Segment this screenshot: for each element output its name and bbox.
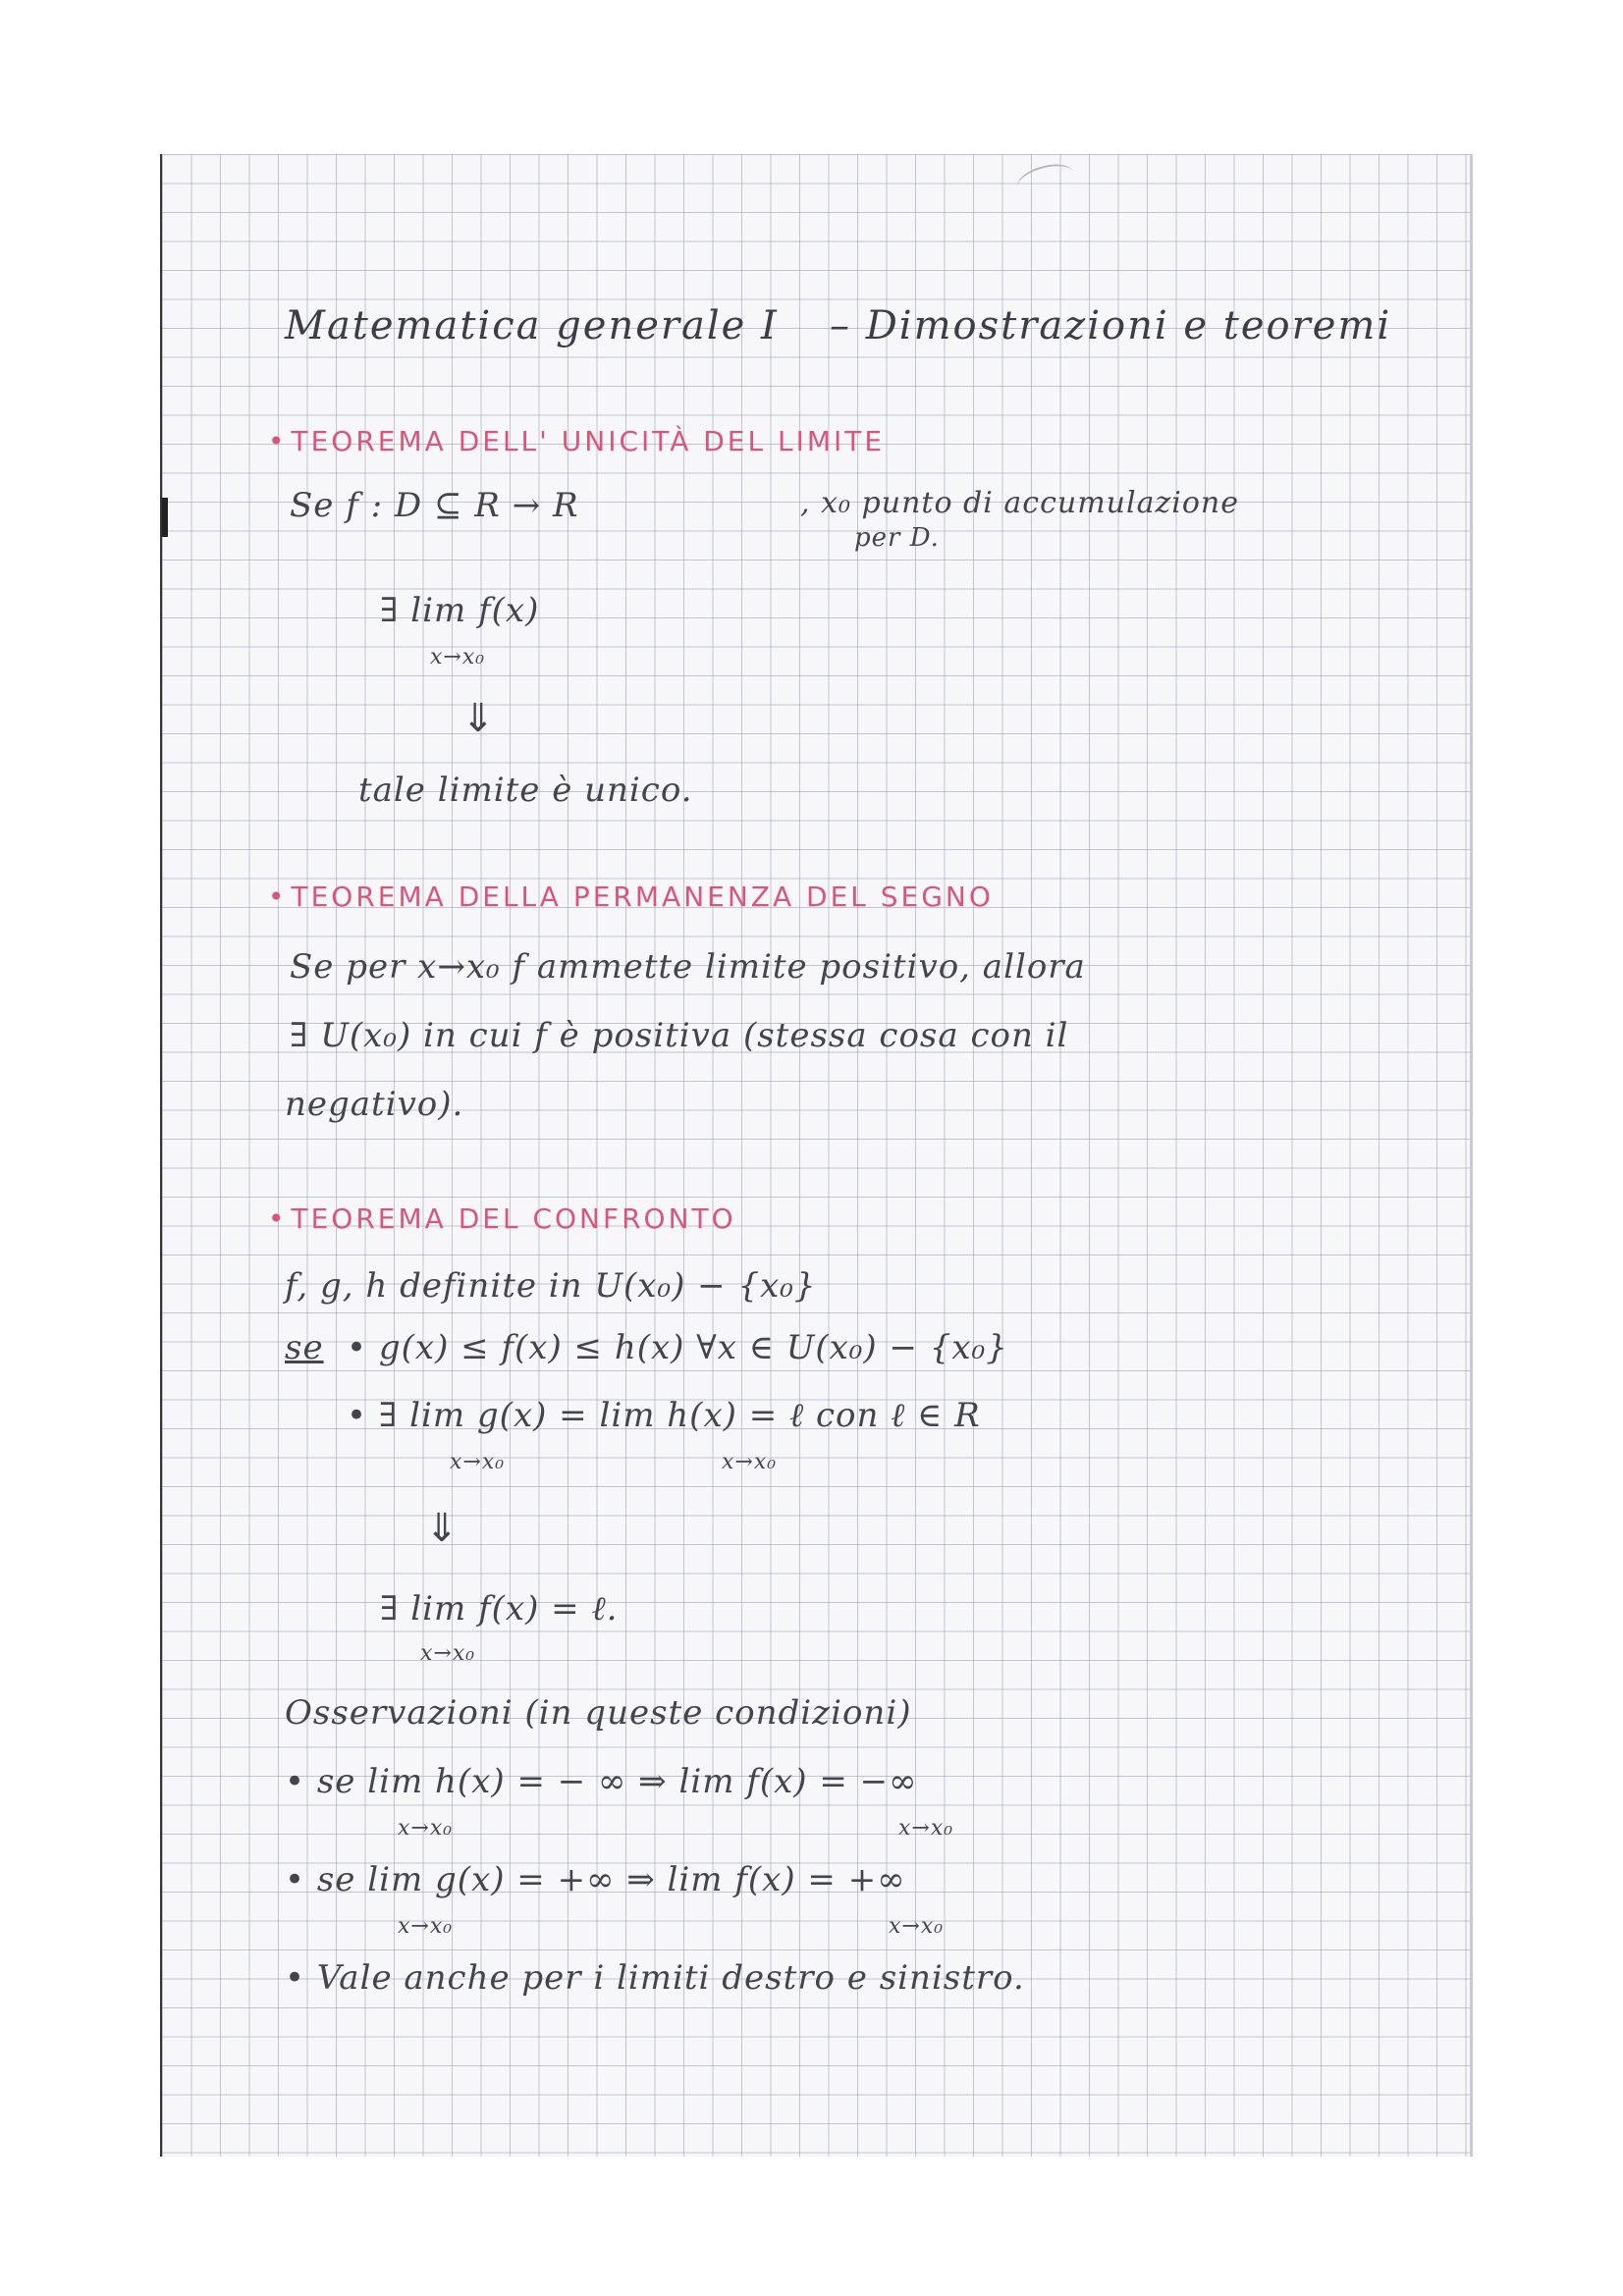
observations-heading: Osservazioni (in queste condizioni) xyxy=(285,1693,912,1733)
limit-subscript: x→x₀ xyxy=(398,1816,454,1841)
squeeze-se-label: se xyxy=(285,1328,324,1367)
heading-text: TEOREMA DEL CONFRONTO xyxy=(291,1202,736,1235)
limit-subscript: x→x₀ xyxy=(898,1816,954,1841)
section-heading-uniqueness xyxy=(268,425,885,457)
bullet-icon: • xyxy=(268,425,288,457)
squeeze-definition-line: f, g, h definite in U(x₀) − {x₀} xyxy=(285,1266,817,1306)
limit-subscript: x→x₀ xyxy=(450,1450,506,1474)
section-heading-sign xyxy=(268,881,994,913)
heading-text: TEOREMA DELL' UNICITÀ DEL LIMITE xyxy=(291,425,886,457)
bullet-icon: • xyxy=(268,1202,288,1235)
pencil-mark xyxy=(1013,159,1078,203)
squeeze-conclusion: ∃ lim f(x) = ℓ. xyxy=(380,1589,619,1629)
page-edge-mark xyxy=(162,498,168,537)
limit-subscript: x→x₀ xyxy=(398,1914,454,1939)
sign-line-1: Se per x→x₀ f ammette limite positivo, allora xyxy=(290,947,1086,987)
section-heading-squeeze xyxy=(268,1202,736,1235)
implies-arrow-icon: ⇓ xyxy=(461,696,495,741)
squeeze-condition-2: • ∃ lim g(x) = lim h(x) = ℓ con ℓ ∈ R xyxy=(347,1396,981,1435)
observation-1: • se lim h(x) = − ∞ ⇒ lim f(x) = −∞ xyxy=(285,1762,918,1801)
implies-arrow-icon: ⇓ xyxy=(425,1506,459,1551)
heading-text: TEOREMA DELLA PERMANENZA DEL SEGNO xyxy=(291,881,994,913)
hypothesis-line-cont2: per D. xyxy=(854,523,940,553)
observation-2: • se lim g(x) = +∞ ⇒ lim f(x) = +∞ xyxy=(285,1860,906,1899)
sign-line-2: ∃ U(x₀) in cui f è positiva (stessa cosa con il xyxy=(290,1016,1069,1055)
limit-subscript: x→x₀ xyxy=(889,1914,945,1939)
bullet-icon: • xyxy=(268,881,288,913)
hypothesis-line-cont: , x₀ punto di accumulazione xyxy=(800,486,1239,520)
page-title: Matematica generale I xyxy=(285,303,779,348)
limit-subscript: x→x₀ xyxy=(722,1450,778,1474)
squeeze-condition-1: • g(x) ≤ f(x) ≤ h(x) ∀x ∈ U(x₀) − {x₀} xyxy=(347,1328,1008,1367)
notebook-page xyxy=(160,154,1473,2157)
limit-subscript: x→x₀ xyxy=(420,1641,476,1666)
page-subtitle: – Dimostrazioni e teoremi xyxy=(830,303,1392,348)
hypothesis-line: Se f : D ⊆ R → R xyxy=(290,486,579,525)
limit-subscript: x→x₀ xyxy=(430,645,486,669)
sign-line-3: negativo). xyxy=(285,1085,464,1124)
observation-3: • Vale anche per i limiti destro e sinistro. xyxy=(285,1958,1025,1998)
conclusion-line: tale limite è unico. xyxy=(358,771,693,810)
limit-exists-line: ∃ lim f(x) xyxy=(380,591,540,630)
